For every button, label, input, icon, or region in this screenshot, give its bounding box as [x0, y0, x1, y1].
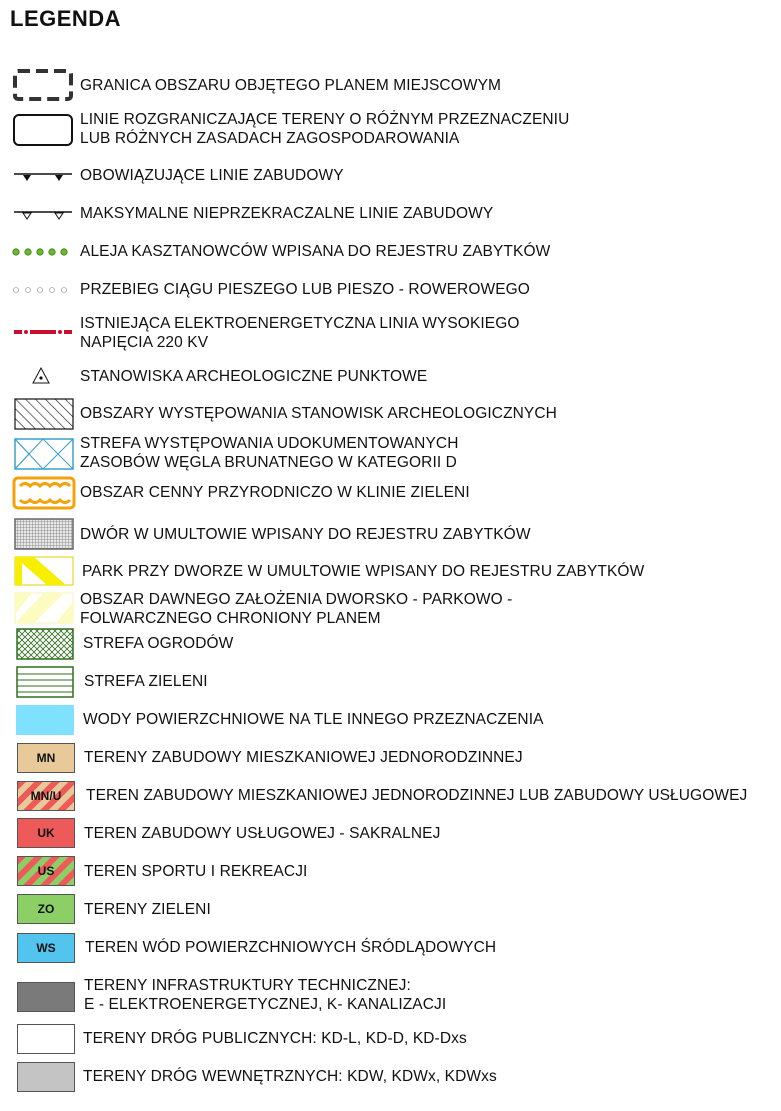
max-building-line-icon — [12, 204, 74, 224]
light-blue-fill-icon — [16, 705, 74, 735]
legend-label: STREFA ZIELENI — [84, 673, 208, 690]
legend-label: GRANICA OBSZARU OBJĘTEGO PLANEM MIEJSCOWYM — [80, 77, 502, 94]
white-fill-icon — [17, 1024, 75, 1054]
light-grey-fill-icon — [17, 1062, 75, 1092]
dark-grey-fill-icon — [17, 982, 75, 1012]
light-yellow-diagonal-icon — [14, 592, 74, 624]
legend-label: TEREN SPORTU I REKREACJI — [84, 863, 308, 880]
tan-fill-icon: MN — [17, 743, 75, 773]
blue-cross-hatch-icon — [14, 438, 74, 470]
legend-label: WODY POWIERZCHNIOWE NA TLE INNEGO PRZEZNACZENIA — [83, 711, 544, 728]
legend-label: DWÓR W UMULTOWIE WPISANY DO REJESTRU ZABYTKÓW — [80, 526, 531, 543]
grey-circles-icon — [10, 282, 72, 298]
green-horizontal-lines-icon — [16, 666, 74, 698]
green-dots-icon — [10, 244, 72, 260]
legend-label: OBOWIĄZUJĄCE LINIE ZABUDOWY — [80, 167, 344, 184]
red-fill-icon: UK — [17, 818, 75, 848]
dashed-boundary-icon — [12, 68, 74, 102]
legend-label: OBSZAR DAWNEGO ZAŁOŻENIA DWORSKO - PARKOWO - FOLWARCZNEGO CHRONIONY PLANEM — [80, 591, 513, 627]
legend-label: TERENY DRÓG WEWNĘTRZNYCH: KDW, KDWx, KDWxs — [83, 1068, 497, 1085]
rounded-rectangle-icon — [12, 113, 74, 147]
legend-label: OBSZAR CENNY PRZYRODNICZO W KLINIE ZIELENI — [80, 484, 470, 501]
green-red-stripes-icon: US — [17, 856, 75, 886]
legend-label: STREFA WYSTĘPOWANIA UDOKUMENTOWANYCH ZASOBÓW WĘGLA BRUNATNEGO W KATEGORII D — [80, 435, 459, 471]
legend-label: TEREN ZABUDOWY MIESZKANIOWEJ JEDNORODZINNEJ LUB ZABUDOWY USŁUGOWEJ — [86, 787, 748, 804]
blue-fill-icon: WS — [17, 933, 75, 963]
legend-label: LINIE ROZGRANICZAJĄCE TERENY O RÓŻNYM PRZEZNACZENIU LUB RÓŻNYCH ZASADACH ZAGOSPODAROWANIA — [80, 111, 570, 147]
legend-label: PRZEBIEG CIĄGU PIESZEGO LUB PIESZO - ROWEROWEGO — [80, 281, 530, 298]
legend-label: TEREN WÓD POWIERZCHNIOWYCH ŚRÓDLĄDOWYCH — [85, 939, 497, 956]
legend-label: STANOWISKA ARCHEOLOGICZNE PUNKTOWE — [80, 368, 428, 385]
diagonal-hatch-icon — [14, 398, 74, 430]
legend-label: TERENY DRÓG PUBLICZNYCH: KD-L, KD-D, KD-Dxs — [83, 1030, 467, 1047]
green-fill-icon: ZO — [17, 894, 75, 924]
triangle-dot-icon — [30, 366, 52, 386]
grey-grid-icon — [14, 518, 74, 550]
legend-label: ALEJA KASZTANOWCÓW WPISANA DO REJESTRU ZABYTKÓW — [80, 243, 551, 260]
tan-red-stripes-icon: MN/U — [17, 781, 75, 811]
legend-label: PARK PRZY DWORZE W UMULTOWIE WPISANY DO REJESTRU ZABYTKÓW — [82, 563, 645, 580]
yellow-diagonal-icon — [14, 556, 74, 586]
legend-label: TEREN ZABUDOWY USŁUGOWEJ - SAKRALNEJ — [84, 825, 441, 842]
legend-label: TERENY ZIELENI — [84, 901, 211, 918]
legend-label: TERENY INFRASTRUKTURY TECHNICZNEJ: E - ELEKTROENERGETYCZNEJ, K- KANALIZACJI — [84, 977, 447, 1013]
red-dash-dot-line-icon — [12, 324, 74, 340]
legend-label: ISTNIEJĄCA ELEKTROENERGETYCZNA LINIA WYSOKIEGO NAPIĘCIA 220 KV — [80, 315, 520, 351]
legend-label: STREFA OGRODÓW — [83, 635, 234, 652]
legend-title: LEGENDA — [10, 6, 122, 31]
green-cross-hatch-icon — [16, 628, 74, 660]
legend-label: TERENY ZABUDOWY MIESZKANIOWEJ JEDNORODZINNEJ — [84, 749, 523, 766]
orange-scalloped-icon — [12, 476, 76, 510]
legend-label: OBSZARY WYSTĘPOWANIA STANOWISK ARCHEOLOGICZNYCH — [80, 405, 557, 422]
mandatory-building-line-icon — [12, 166, 74, 186]
legend-label: MAKSYMALNE NIEPRZEKRACZALNE LINIE ZABUDOWY — [80, 205, 494, 222]
